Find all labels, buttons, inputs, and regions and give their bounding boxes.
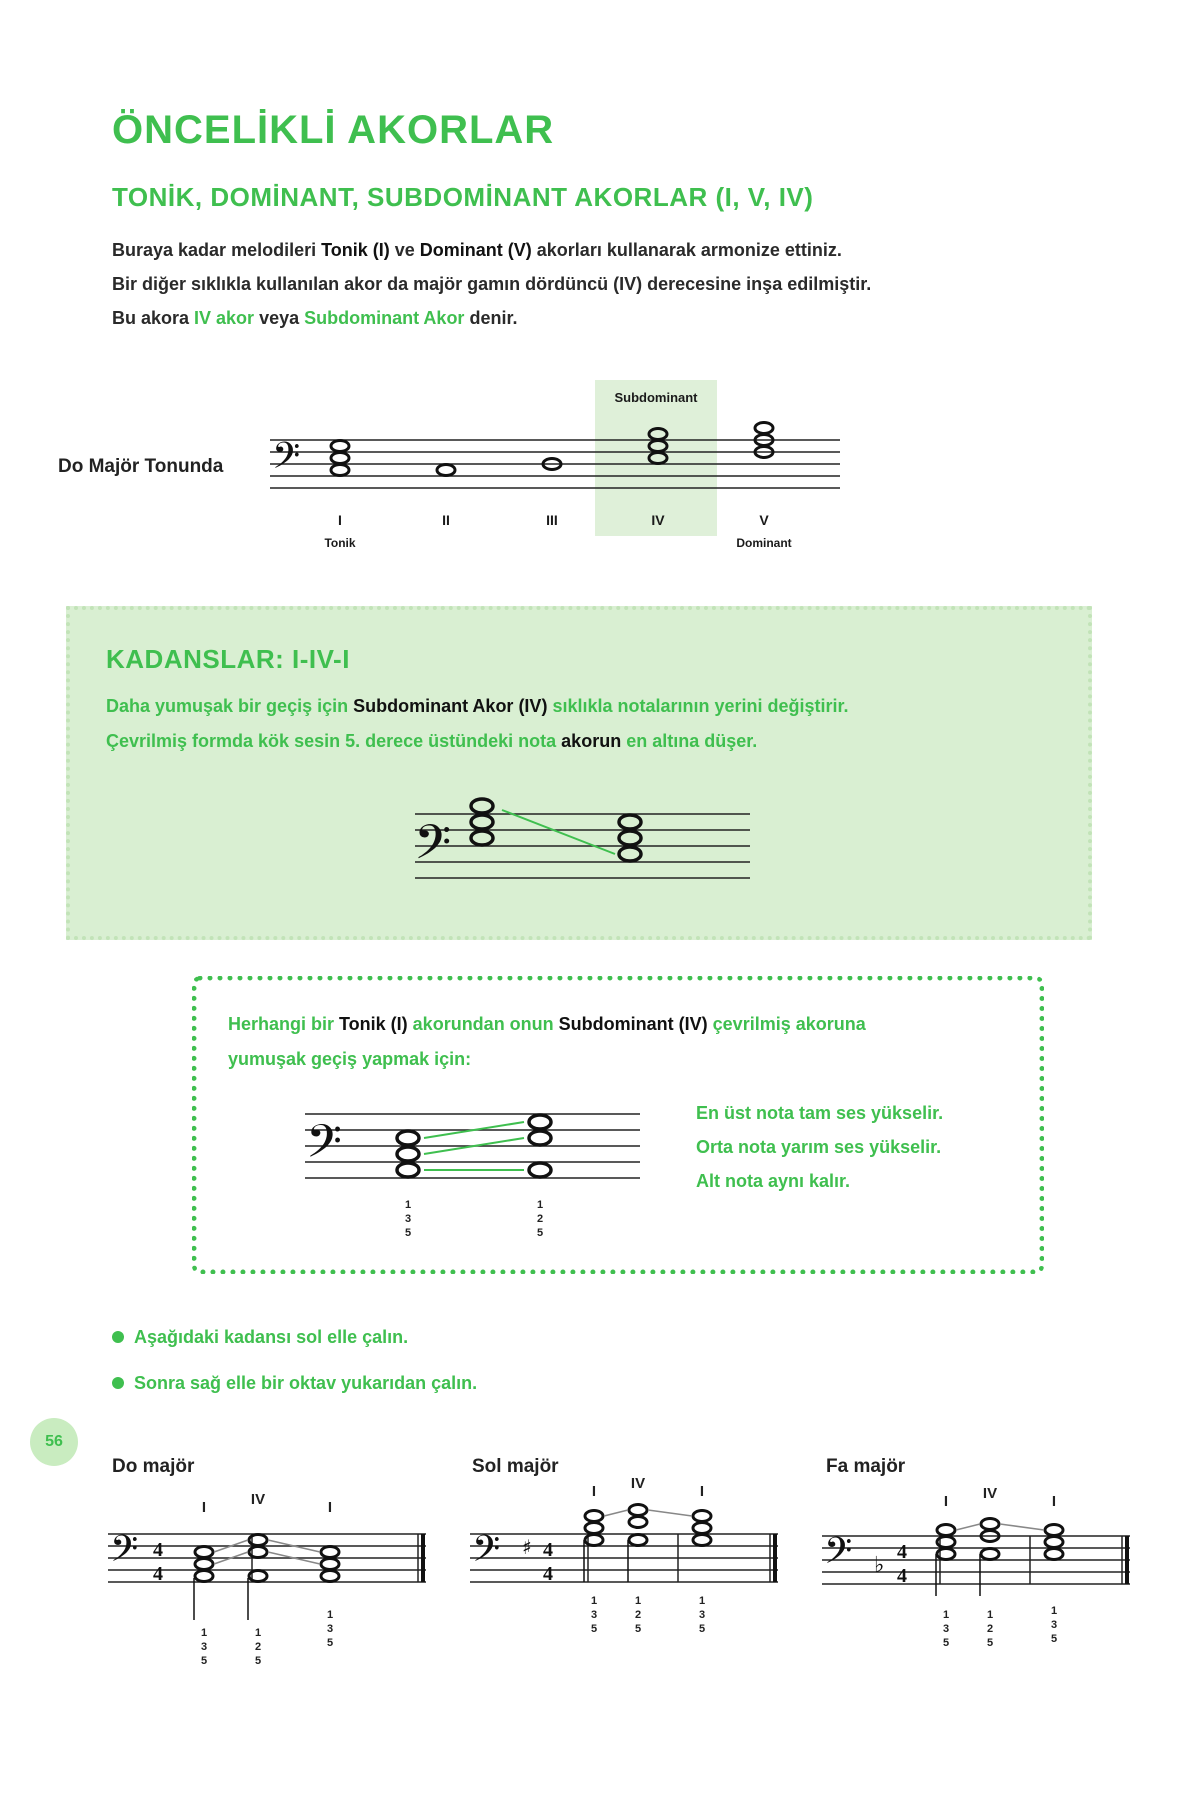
intro-emph: Tonik (I): [321, 240, 390, 260]
bullet-icon: [112, 1377, 124, 1389]
cadence-line-2: [106, 731, 849, 752]
fingering-digit: 3: [1050, 1619, 1058, 1631]
page-subtitle: TONİK, DOMİNANT, SUBDOMİNANT AKORLAR (I, V, IV): [112, 182, 814, 212]
fingering-digit: 1: [254, 1627, 262, 1639]
rule-top: En üst nota tam ses yükselir.: [696, 1103, 944, 1123]
fingering-digit: 1: [986, 1609, 994, 1621]
page-title: ÖNCELİKLİ AKORLAR: [112, 108, 555, 152]
cadence-text-part: sıklıkla notalarının yerini değiştirir.: [547, 696, 849, 716]
transition-emph: Subdominant (IV): [558, 1014, 708, 1034]
transition-line-1: [228, 1014, 866, 1035]
fingering-digit: 1: [942, 1609, 950, 1621]
cadence-text-part: en altına düşer.: [621, 731, 758, 751]
transition-text-part: Herhangi bir: [228, 1014, 340, 1034]
scale-staff: [260, 420, 850, 500]
example-label-fa: Fa majör: [826, 1456, 906, 1477]
numeral-II: II: [442, 512, 450, 528]
fingering-digit: 1: [404, 1199, 412, 1211]
fingering-digit: 5: [634, 1623, 642, 1635]
transition-staff: [300, 1104, 650, 1254]
transition-text: [228, 1014, 866, 1084]
numeral-I: I: [338, 512, 342, 528]
intro-emph: Dominant (V): [419, 240, 532, 260]
numeral-IV: IV: [651, 512, 665, 528]
time-sig-top: 4: [543, 1539, 553, 1561]
chord-IV-inverted: [619, 815, 641, 861]
numeral: I: [591, 1483, 597, 1500]
numeral: I: [699, 1483, 705, 1500]
cadence-text-part: Çevrilmiş formda kök sesin 5. derece üstündeki nota: [106, 731, 562, 751]
instruction-item: [112, 1326, 477, 1348]
intro-text: ve: [389, 240, 420, 260]
intro-text: denir.: [464, 308, 518, 328]
fingering-digit: 1: [698, 1595, 706, 1607]
cadence-text: [106, 696, 849, 766]
fingering-digit: 3: [326, 1623, 334, 1635]
tonic-label: Tonik: [324, 536, 356, 550]
cadence-emph: Subdominant Akor (IV): [353, 696, 548, 716]
numeral-V: V: [759, 512, 769, 528]
example-label-sol: Sol majör: [472, 1456, 559, 1477]
cadence-text-part: Daha yumuşak bir geçiş için: [106, 696, 354, 716]
scale-label: Do Majör Tonunda: [58, 456, 224, 477]
fingering-digit: 3: [200, 1641, 208, 1653]
numeral: I: [943, 1493, 949, 1510]
transition-text-part: akorundan onun: [407, 1014, 559, 1034]
transition-text-part: çevrilmiş akoruna: [707, 1014, 866, 1034]
bass-clef-icon: 𝄢: [110, 1528, 139, 1579]
numeral: I: [327, 1499, 333, 1516]
transition-line-2: yumuşak geçiş yapmak için:: [228, 1049, 472, 1069]
fingering-digit: 5: [536, 1227, 544, 1239]
intro-text: akorları kullanarak armonize ettiniz.: [531, 240, 842, 260]
fingering-digit: 2: [254, 1641, 262, 1653]
fingering-digit: 1: [536, 1199, 544, 1211]
rule-bottom: Alt nota aynı kalır.: [696, 1171, 851, 1191]
fingering-digit: 5: [200, 1655, 208, 1667]
fingering-digit: 1: [326, 1609, 334, 1621]
intro-text: Bu akora: [112, 308, 195, 328]
fingering-digit: 3: [590, 1609, 598, 1621]
instruction-text: Sonra sağ elle bir oktav yukarıdan çalın.: [134, 1373, 478, 1393]
subdominant-label: Subdominant: [614, 390, 698, 405]
dominant-label: Dominant: [736, 536, 792, 550]
chord-I: [331, 441, 349, 476]
bass-clef-icon: 𝄢: [306, 1115, 343, 1180]
fingering-digit: 3: [404, 1213, 412, 1225]
numeral: IV: [630, 1475, 646, 1492]
fingering-digit: 3: [698, 1609, 706, 1621]
numeral: I: [201, 1499, 207, 1516]
cadence-emph: akorun: [561, 731, 622, 751]
bass-clef-icon: 𝄢: [414, 814, 452, 882]
fingering-digit: 5: [986, 1637, 994, 1649]
intro-paragraph: [112, 240, 1112, 342]
example-label-do: Do majör: [112, 1456, 195, 1477]
fingering-digit: 5: [326, 1637, 334, 1649]
time-sig-top: 4: [153, 1539, 163, 1561]
chord-tonic: [397, 1131, 419, 1177]
bass-clef-icon: 𝄢: [824, 1530, 853, 1581]
fingering-digit: 5: [942, 1637, 950, 1649]
numeral-III: III: [546, 512, 558, 528]
fingering-digit: 2: [986, 1623, 994, 1635]
chord-IV-root: [471, 799, 493, 845]
example-staff-do: [108, 1490, 438, 1670]
intro-line-1: [112, 240, 1112, 261]
intro-text: veya: [254, 308, 305, 328]
example-staff-fa: [822, 1484, 1142, 1664]
time-sig-bottom: 4: [543, 1563, 553, 1585]
numeral: IV: [250, 1491, 266, 1508]
time-sig-bottom: 4: [153, 1563, 163, 1585]
move-arrow: [502, 810, 615, 854]
intro-line-3: [112, 308, 1112, 329]
intro-line-2: Bir diğer sıklıkla kullanılan akor da majör gamın dördüncü (IV) derecesine inşa edilmiştir.: [112, 274, 872, 294]
cadence-title: KADANSLAR: I-IV-I: [106, 644, 350, 674]
transition-rules: [696, 1102, 943, 1204]
transition-emph: Tonik (I): [339, 1014, 408, 1034]
fingering-digit: 1: [590, 1595, 598, 1607]
fingering-digit: 5: [698, 1623, 706, 1635]
rule-middle: Orta nota yarım ses yükselir.: [696, 1137, 942, 1157]
fingering-digit: 1: [1050, 1605, 1058, 1617]
time-sig-bottom: 4: [897, 1565, 907, 1587]
bass-clef-icon: 𝄢: [472, 1528, 501, 1579]
bullet-icon: [112, 1331, 124, 1343]
fingering-digit: 5: [254, 1655, 262, 1667]
numeral: I: [1051, 1493, 1057, 1510]
numeral: IV: [982, 1485, 998, 1502]
page-number-badge: 56: [30, 1418, 78, 1466]
time-sig-top: 4: [897, 1541, 907, 1563]
fingering-digit: 1: [634, 1595, 642, 1607]
fingering-digit: 2: [634, 1609, 642, 1621]
fingering-digit: 3: [942, 1623, 950, 1635]
fingering-digit: 5: [404, 1227, 412, 1239]
sharp-icon: ♯: [522, 1535, 532, 1559]
instruction-list: [112, 1326, 477, 1418]
example-staff-sol: [470, 1474, 790, 1654]
note-II: [437, 465, 455, 476]
flat-icon: ♭: [874, 1553, 885, 1578]
fingering-digit: 1: [200, 1627, 208, 1639]
chord-IV: [649, 429, 667, 464]
intro-emph: IV akor: [194, 308, 255, 328]
intro-emph: Subdominant Akor: [304, 308, 465, 328]
cadence-line-1: [106, 696, 849, 717]
instruction-item: [112, 1372, 477, 1394]
fingering-digit: 5: [590, 1623, 598, 1635]
intro-text: Buraya kadar melodileri: [112, 240, 322, 260]
instruction-text: Aşağıdaki kadansı sol elle çalın.: [134, 1327, 409, 1347]
bass-clef-icon: 𝄢: [272, 435, 301, 486]
fingering-digit: 2: [536, 1213, 544, 1225]
fingering-digit: 5: [1050, 1633, 1058, 1645]
inversion-staff: [410, 790, 760, 890]
